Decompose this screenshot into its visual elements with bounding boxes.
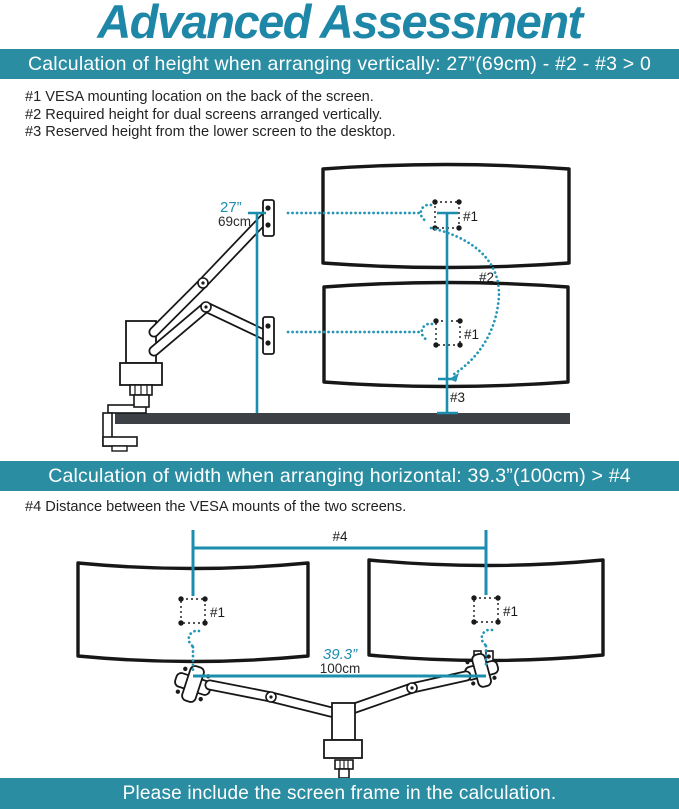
distance-label: #4 bbox=[332, 529, 348, 544]
vesa-label-lower: #1 bbox=[464, 327, 480, 342]
required-height-label: #2 bbox=[479, 270, 495, 285]
note-vesa-location: #1 VESA mounting location on the back of the screen. bbox=[25, 89, 374, 105]
height-notes bbox=[25, 89, 655, 142]
height-dimension-line bbox=[248, 213, 266, 413]
note-required-height: #2 Required height for dual screens arranged vertically. bbox=[25, 106, 383, 123]
width-calculation-banner: Calculation of width when arranging horizontal: 39.3”(100cm) > #4 bbox=[0, 461, 679, 491]
width-cm-label: 100cm bbox=[319, 661, 361, 676]
horizontal-arrangement-diagram bbox=[0, 525, 679, 778]
upper-vesa-head bbox=[263, 200, 274, 236]
width-note: #4 Distance between the VESA mounts of the two screens. bbox=[25, 499, 407, 515]
height-calculation-banner: Calculation of height when arranging vertically: 27”(69cm) - #2 - #3 > 0 bbox=[0, 49, 679, 79]
desk-surface bbox=[115, 413, 570, 424]
vertical-arrangement-diagram bbox=[0, 155, 679, 458]
width-inches-label: 39.3” bbox=[322, 646, 358, 663]
desk-clamp bbox=[103, 405, 146, 451]
note-reserved-height: #3 Reserved height from the lower screen to the desktop. bbox=[25, 124, 396, 141]
page-title: Advanced Assessment bbox=[97, 0, 582, 48]
footer-banner: Please include the screen frame in the calculation. bbox=[0, 778, 679, 809]
vesa-label-right: #1 bbox=[503, 604, 519, 619]
vesa-label-left: #1 bbox=[210, 605, 226, 620]
height-cm-label: 69cm bbox=[218, 214, 252, 229]
reserved-height-label: #3 bbox=[450, 390, 466, 405]
lower-vesa-head bbox=[263, 317, 274, 354]
vesa-label-upper: #1 bbox=[463, 209, 479, 224]
height-inches-label: 27” bbox=[220, 199, 242, 216]
